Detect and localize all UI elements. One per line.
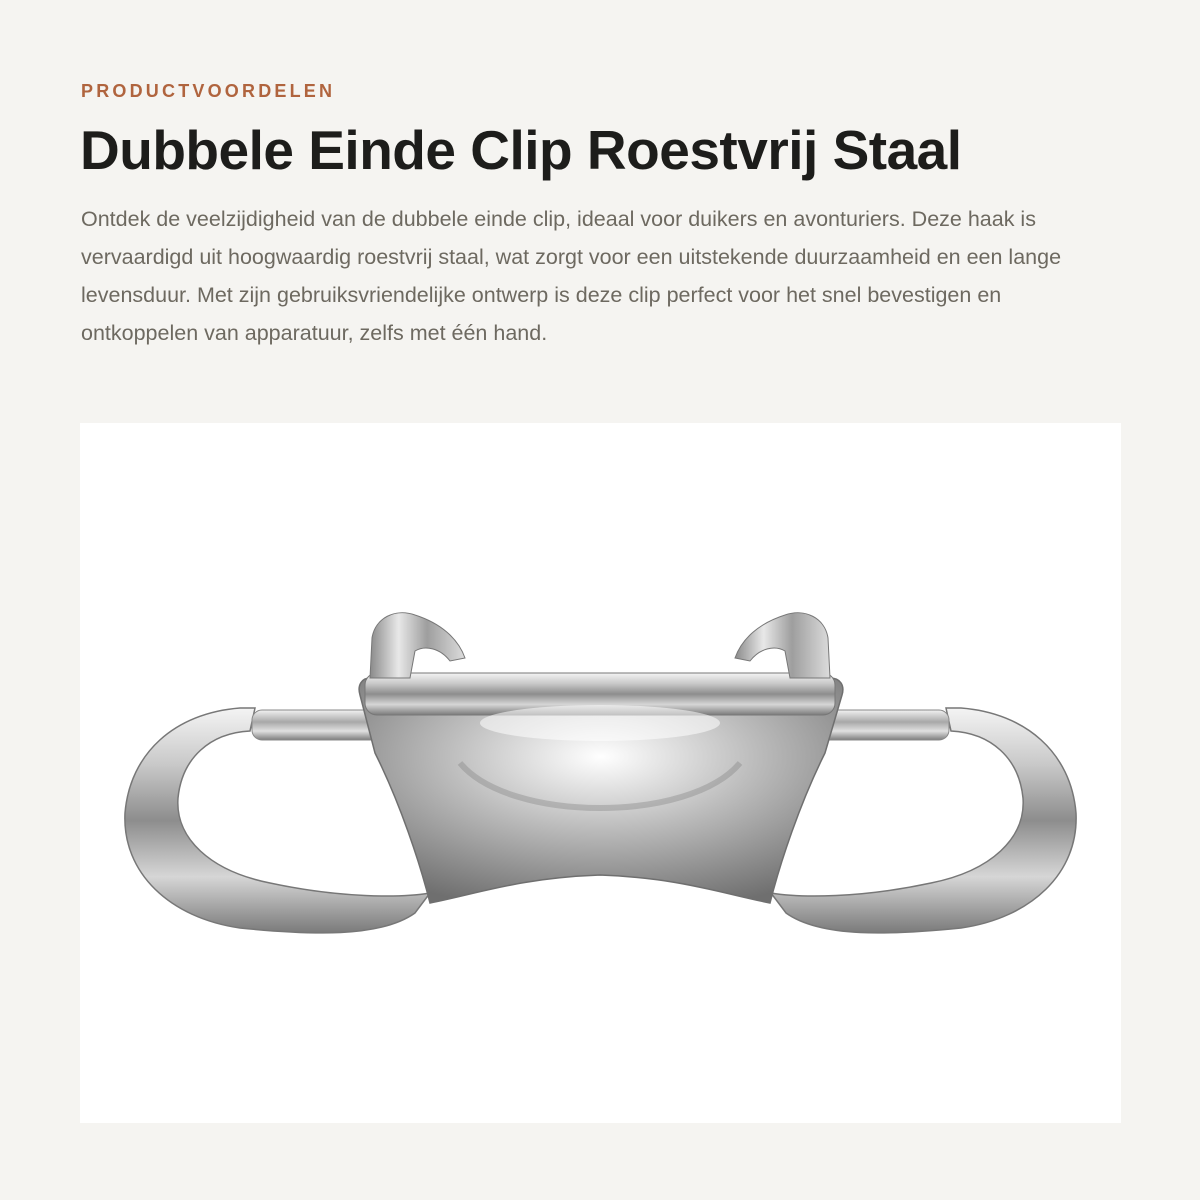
right-gate-pin <box>819 710 949 740</box>
product-description: Ontdek de veelzijdigheid van de dubbele einde clip, ideaal voor duikers en avonturiers. Deze haak is vervaardigd uit hoogwaardig roestvrij staal, wat zorgt voor een uitstekende duurzaamheid en een lange levensduur. Met zijn gebruiksvriendelijke ontwerp is deze clip perfect voor het snel bevestigen en ontkoppelen van apparatuur, zelfs met één hand. <box>81 207 1062 345</box>
right-trigger <box>735 613 830 678</box>
double-end-snap-hook-image <box>80 423 1121 1123</box>
product-image-panel <box>80 423 1121 1123</box>
left-trigger <box>370 613 465 678</box>
left-gate-pin <box>252 710 382 740</box>
section-eyebrow: PRODUCTVOORDELEN <box>81 81 336 101</box>
body-highlight <box>480 705 720 741</box>
product-title: Dubbele Einde Clip Roestvrij Staal <box>80 119 962 181</box>
